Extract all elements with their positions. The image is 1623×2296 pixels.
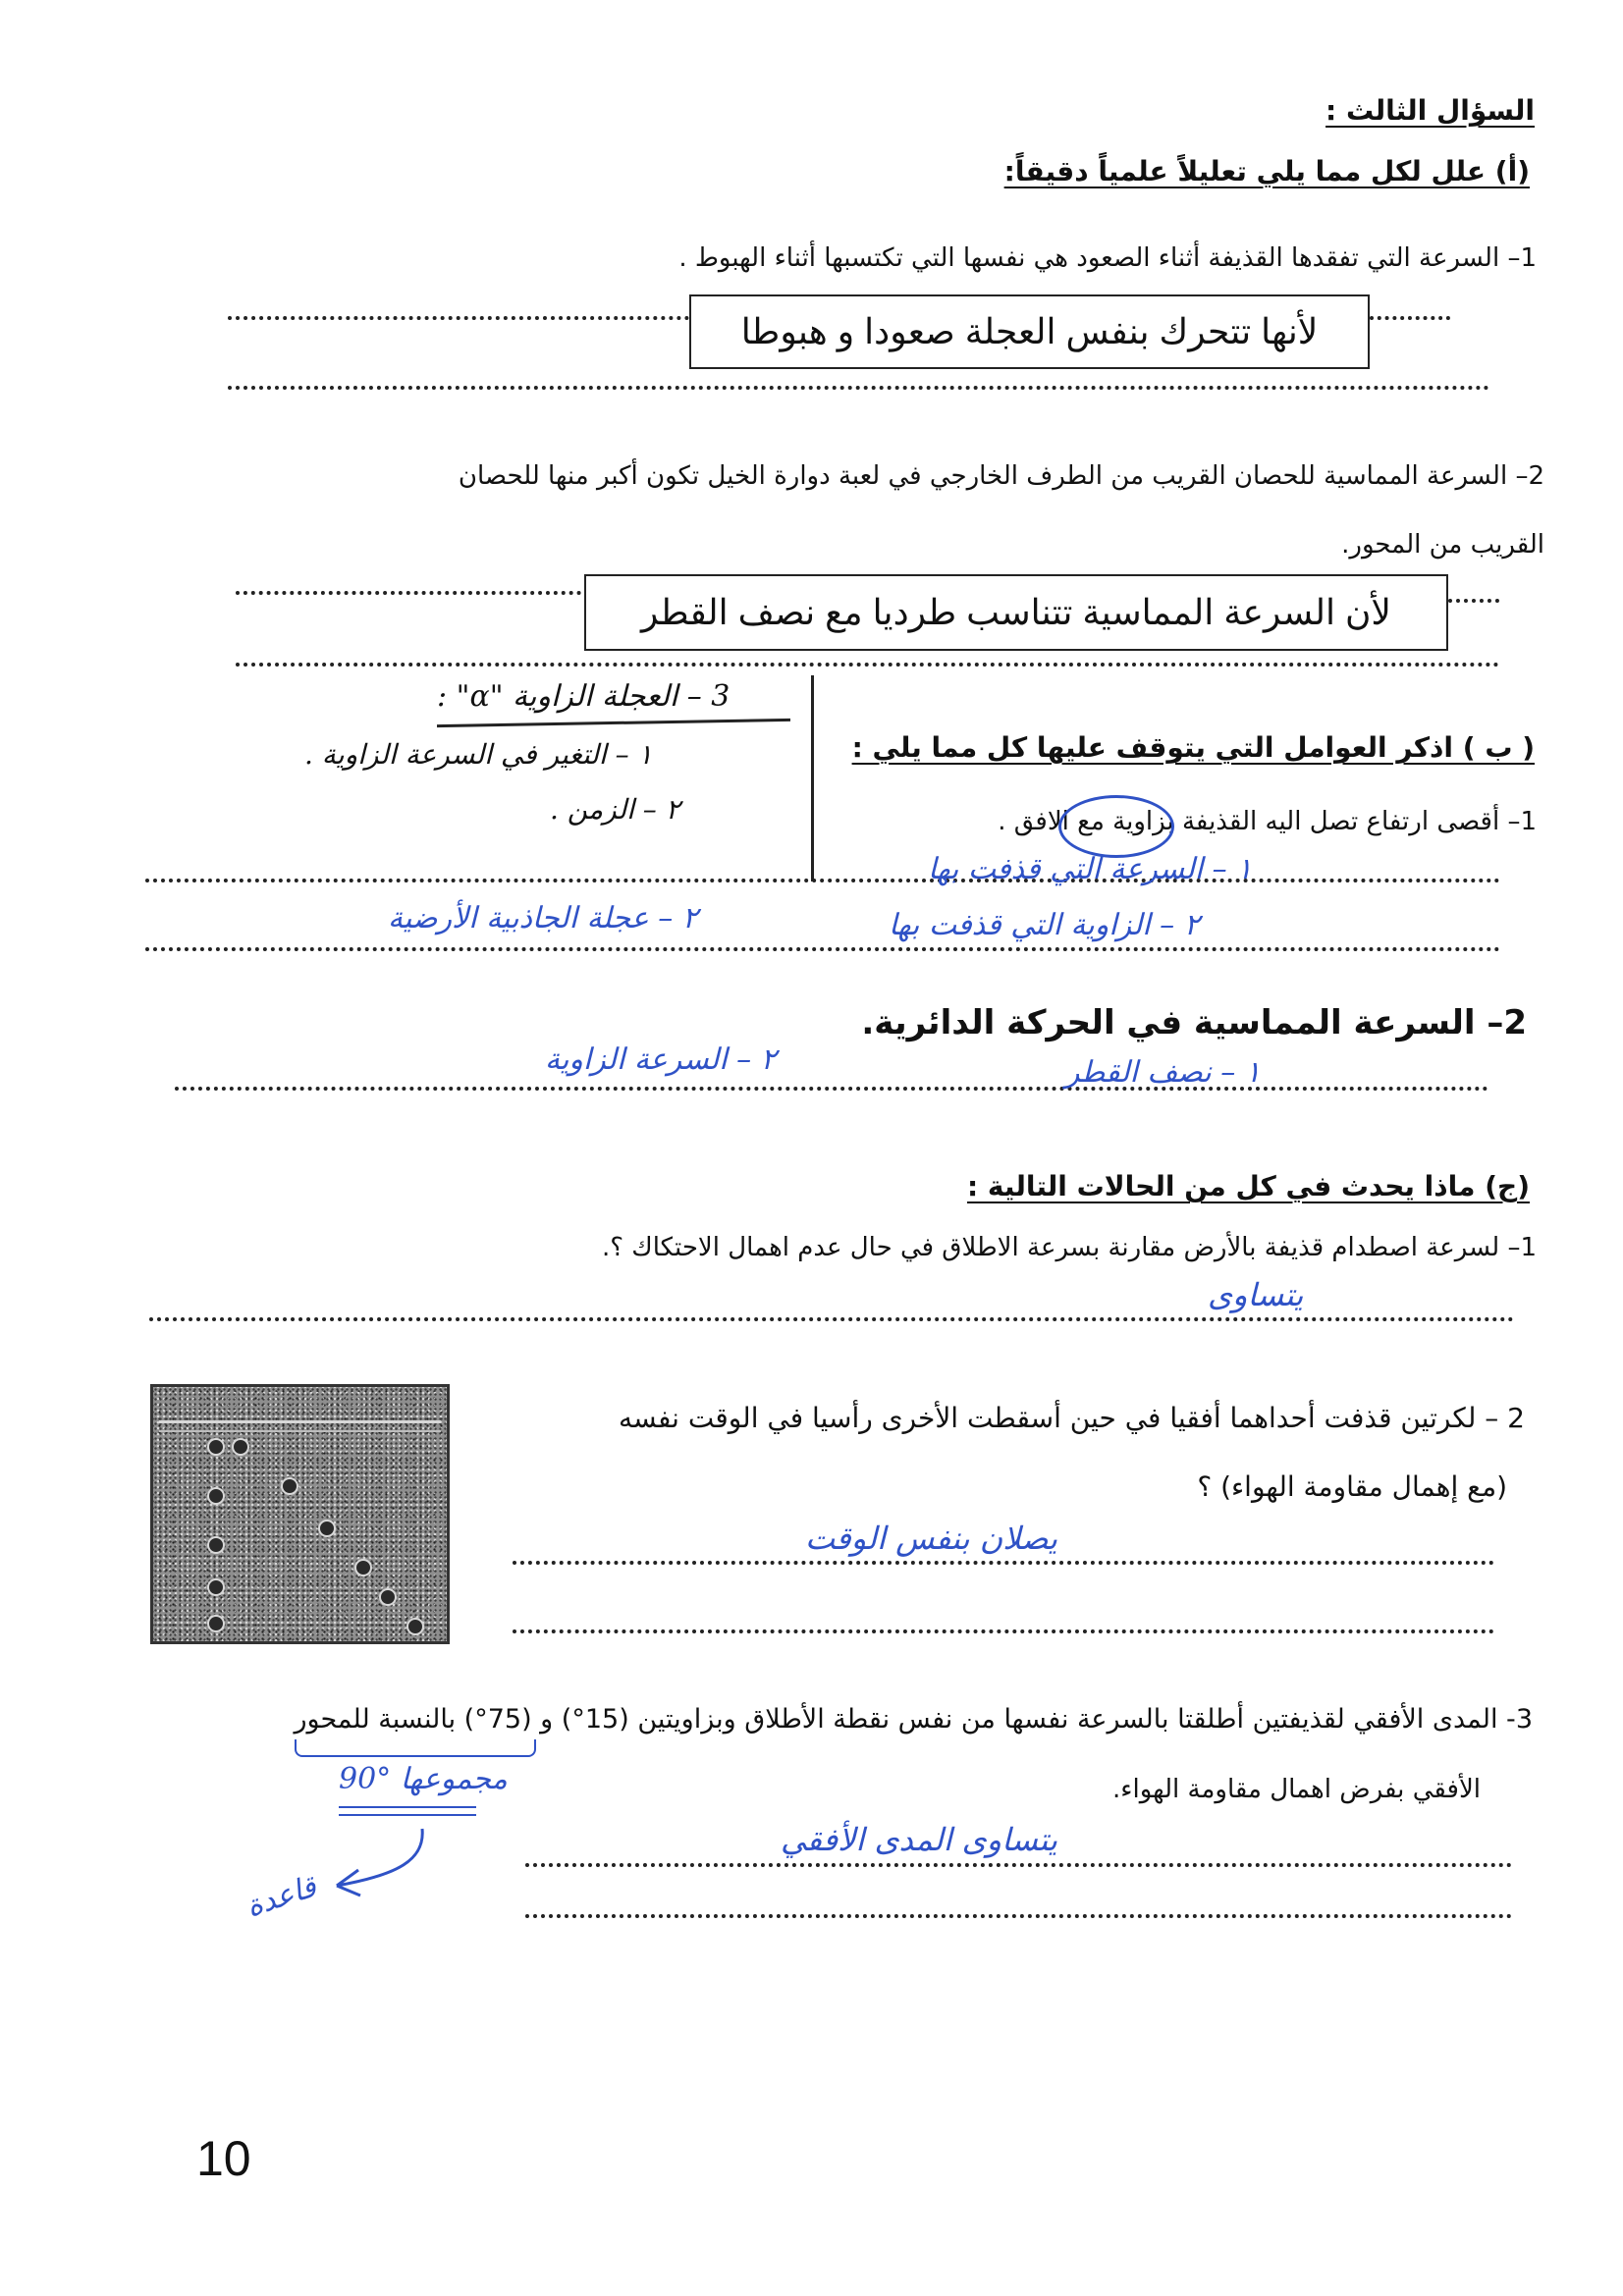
answer-line [228, 386, 1489, 390]
answer-line [145, 879, 1500, 882]
ball [379, 1588, 397, 1606]
part-b-answer-2b: ٢ – السرعة الزاوية [545, 1042, 777, 1077]
note-underline [339, 1814, 476, 1816]
balls-photo [150, 1384, 450, 1644]
ball [207, 1615, 225, 1632]
photo-rail [159, 1430, 441, 1432]
part-a-question-1: 1– السرعة التي تفقدها القذيفة أثناء الصعود هي نفسها التي تكتسبها أثناء الهبوط . [678, 243, 1537, 273]
answer-line [175, 1087, 1488, 1091]
answer-line [1448, 599, 1499, 603]
ball [281, 1477, 298, 1495]
part-b-answer-1b: ٢ – الزاوية التي قذفت بها [889, 908, 1200, 942]
ball [406, 1618, 424, 1635]
note-rule: قاعدة [242, 1869, 321, 1925]
part-c-answer-2: يصلان بنفس الوقت [805, 1520, 1058, 1557]
part-c-question-3-cont: الأفقي بفرض اهمال مقاومة الهواء. [1111, 1775, 1481, 1804]
part-a-question-2-cont: القريب من المحور. [1341, 530, 1544, 560]
part-c-heading: (ج) ماذا يحدث في كل من الحالات التالية : [966, 1170, 1530, 1202]
part-c-question-2: 2 – لكرتين قذفت أحداهما أفقيا في حين أسقطت الأخرى رأسيا في الوقت نفسه [618, 1402, 1525, 1434]
part-c-answer-1: يتساوى [1208, 1276, 1304, 1313]
ball [318, 1520, 336, 1537]
part-a-question-2: 2– السرعة المماسية للحصان القريب من الطرف الخارجي في لعبة دوارة الخيل تكون أكبر منها للحصان [458, 461, 1544, 491]
arrow-icon [319, 1821, 437, 1899]
note-underline [339, 1806, 476, 1808]
part-b-heading: ( ب ) اذكر العوامل التي يتوقف عليها كل مما يلي : [851, 731, 1535, 764]
ball [354, 1559, 372, 1576]
part-c-question-1: 1– لسرعة اصطدام قذيفة بالأرض مقارنة بسرعة الاطلاق في حال عدم اهمال الاحتكاك ؟. [601, 1233, 1537, 1262]
circle-annotation [1058, 795, 1174, 858]
ball [207, 1536, 225, 1554]
answer-line [513, 1561, 1494, 1565]
side-question-3: 3 – العجلة الزاوية "α" : [437, 679, 730, 714]
side-answer-2: ٢ – الزمن . [550, 793, 680, 826]
answer-line [1370, 316, 1450, 320]
photo-rail [159, 1420, 441, 1423]
side-answer-1: ١ – التغير في السرعة الزاوية . [304, 738, 653, 771]
answer-line [145, 947, 1500, 951]
handwritten-underline [437, 719, 790, 727]
divider-line [811, 675, 814, 881]
answer-line [525, 1914, 1512, 1918]
part-c-question-3: 3- المدى الأفقي لقذيفتين أطلقتا بالسرعة نفسها من نفس نقطة الأطلاق وبزاويتين (15°) و (75°) بالنسبة للمحور [294, 1704, 1533, 1735]
part-a-heading: (أ) علل لكل مما يلي تعليلاً علمياً دقيقاً: [1003, 155, 1530, 187]
ball [207, 1487, 225, 1505]
part-b-question-1: 1– أقصى ارتفاع تصل اليه القذيفة بزاوية مع الافق . [998, 807, 1537, 836]
part-b-answer-1a: ١ – السرعة التي قذفت بها [928, 852, 1253, 886]
answer-line [513, 1629, 1494, 1633]
answer-line [149, 1317, 1514, 1321]
answer-line [236, 591, 581, 595]
part-b-answer-1c: ٢ – عجلة الجاذبية الأرضية [388, 901, 698, 935]
part-b-question-2: 2– السرعة المماسية في الحركة الدائرية. [861, 1003, 1527, 1042]
ball [207, 1438, 225, 1456]
note-sum: مجموعها °90 [339, 1762, 508, 1796]
answer-line [228, 316, 689, 320]
part-c-answer-3: يتساوى المدى الأفقي [781, 1821, 1057, 1858]
part-a-answer-1-box: لأنها تتحرك بنفس العجلة صعودا و هبوطا [689, 294, 1370, 369]
section-title: السؤال الثالث : [1325, 94, 1535, 127]
ball [232, 1438, 249, 1456]
ball [207, 1578, 225, 1596]
answer-line [236, 663, 1499, 667]
part-c-question-2-cont: (مع إهمال مقاومة الهواء) ؟ [1197, 1470, 1507, 1503]
bracket-annotation [295, 1739, 536, 1757]
answer-line [525, 1863, 1512, 1867]
page-number: 10 [196, 2131, 251, 2186]
part-a-answer-2-box: لأن السرعة المماسية تتناسب طرديا مع نصف القطر [584, 574, 1448, 651]
part-b-answer-2a: ١ – نصف القطر [1065, 1055, 1261, 1090]
